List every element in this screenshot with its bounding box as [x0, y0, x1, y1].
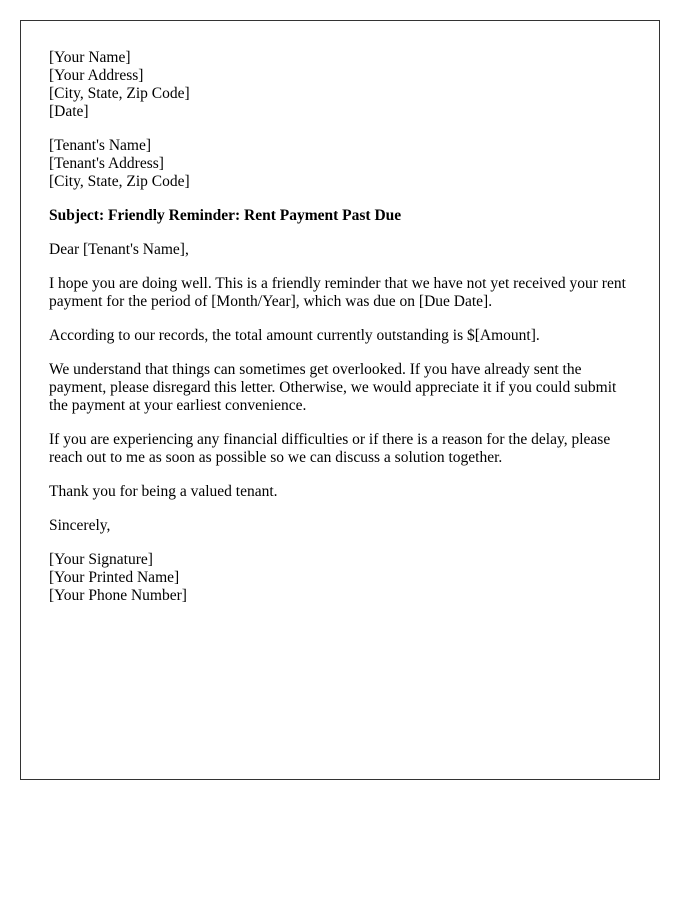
- recipient-name: [Tenant's Name]: [49, 137, 151, 154]
- sender-address: [Your Address]: [49, 67, 144, 84]
- letter-page: [20, 20, 660, 780]
- printed-name: [Your Printed Name]: [49, 569, 180, 586]
- body-paragraph-difficulties: If you are experiencing any financial difficulties or if there is a reason for the delay, please reach out to me as soon as possible so we can discuss a solution together.: [49, 431, 611, 466]
- phone-number: [Your Phone Number]: [49, 587, 187, 604]
- body-paragraph-amount: According to our records, the total amount currently outstanding is $[Amount].: [49, 327, 540, 344]
- recipient-block: [49, 137, 631, 191]
- closing: Sincerely,: [49, 517, 111, 534]
- signature-block: [49, 551, 631, 605]
- recipient-address: [Tenant's Address]: [49, 155, 164, 172]
- salutation: Dear [Tenant's Name],: [49, 241, 189, 258]
- subject-line: Subject: Friendly Reminder: Rent Payment Past Due: [49, 207, 402, 224]
- body-paragraph-reminder: I hope you are doing well. This is a friendly reminder that we have not yet received your rent payment for the period of [Month/Year], which was due on [Due Date].: [49, 275, 626, 310]
- signature-placeholder: [Your Signature]: [49, 551, 153, 568]
- body-paragraph-disregard: We understand that things can sometimes get overlooked. If you have already sent the payment, please disregard this letter. Otherwise, we would appreciate it if you could submit the payment at your earliest convenience.: [49, 361, 617, 414]
- sender-name: [Your Name]: [49, 49, 131, 66]
- sender-block: [49, 49, 631, 121]
- recipient-city-state-zip: [City, State, Zip Code]: [49, 173, 190, 190]
- sender-city-state-zip: [City, State, Zip Code]: [49, 85, 190, 102]
- letter-date: [Date]: [49, 103, 89, 120]
- body-paragraph-thanks: Thank you for being a valued tenant.: [49, 483, 278, 500]
